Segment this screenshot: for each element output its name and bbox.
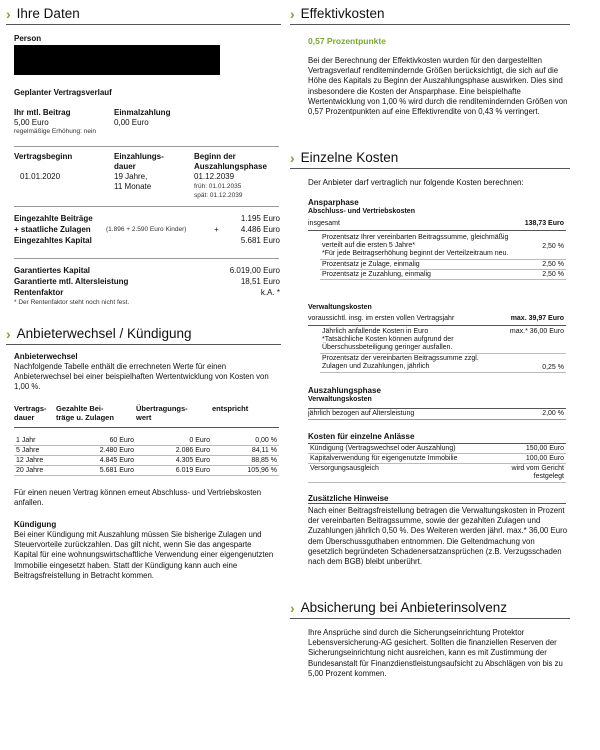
section-title: Absicherung bei Anbieterinsolvenz (300, 600, 508, 615)
total-label: voraussichtl. insg. im ersten vollen Vertragsjahr (308, 315, 455, 322)
table-cell: 4.305 Euro (136, 456, 212, 466)
table-cell: 0,25 % (500, 354, 566, 373)
table-cell: 4.845 Euro (56, 456, 136, 466)
kuendigung-text: Bei einer Kündigung mit Auszahlung müssen Sie bisherige Zulagen und Steuervorteile zurückzahlen. Das gilt nicht, wenn Sie das angesparte Kapital für eine wohnungswirtschaftliche Verwendung einer eigengenutzten Immobilie eingesetzt haben. Statt der Kündigung kann auch eine Beitragsfreistellung in Betracht kommen. (14, 530, 274, 580)
kapital-value: 5.681 Euro (240, 236, 280, 245)
vertragsbeginn-value: 01.01.2020 (20, 172, 61, 181)
einmalzahlung-value: 0,00 Euro (114, 118, 149, 127)
verwaltung-title: Verwaltungskosten (308, 304, 372, 311)
table-cell: 0 Euro (136, 436, 212, 446)
table-cell: Kündigung (Vertragswechsel oder Auszahlung) (308, 444, 506, 454)
table-row (320, 354, 566, 373)
table-cell: Prozentsatz Ihrer vereinbarten Beitragssumme, gleichmäßig verteilt auf die ersten 5 Jahre* *Für jede Beitragserhöhung beginnt der Verteilzeitraum neu. (320, 233, 520, 260)
table-cell: 5.681 Euro (56, 466, 136, 476)
eingezahlte-beitraege-value: 1.195 Euro (240, 214, 280, 223)
table-cell: 88,85 % (212, 456, 279, 466)
table-row (14, 446, 279, 456)
table-cell: 12 Jahre (14, 456, 56, 466)
table-cell: 1 Jahr (14, 436, 56, 446)
col-header: Gezahlte Bei- träge u. Zulagen (56, 404, 114, 422)
table-cell: wird vom Gericht festgelegt (506, 464, 566, 483)
kapital-label: Eingezahltes Kapital (14, 236, 92, 245)
vertragsverlauf-label: Geplanter Vertragsverlauf (14, 88, 112, 97)
table-cell: 20 Jahre (14, 466, 56, 476)
table-cell: 2,50 % (520, 270, 566, 280)
wechsel-table-header (14, 404, 279, 428)
auszahlung-sub: Verwaltungskosten (308, 396, 372, 403)
einzelne-kosten-intro: Der Anbieter darf vertraglich nur folgende Kosten berechnen: (308, 178, 524, 187)
beitrag-label: Ihr mtl. Beitrag (14, 108, 71, 117)
section-title: Einzelne Kosten (300, 150, 399, 165)
col-header: Vertrags- dauer (14, 404, 47, 422)
chevron-right-icon: › (6, 5, 11, 22)
table-cell: Prozentsatz je Zuzahlung, einmalig (320, 270, 520, 280)
vertragsbeginn-label: Vertragsbeginn (14, 152, 73, 161)
anbieterwechsel-sub: Anbieterwechsel (14, 352, 78, 361)
table-row (320, 270, 566, 280)
table-row (14, 466, 279, 476)
auszahlung-title: Auszahlungsphase (308, 386, 381, 395)
rentenfaktor-label: Rentenfaktor (14, 288, 64, 297)
garantiertes-kapital-label: Garantiertes Kapital (14, 266, 91, 275)
verwaltung-total-row (308, 315, 566, 326)
table-cell: 6.019 Euro (136, 466, 212, 476)
spaet-date: spät: 01.12.2039 (194, 192, 243, 199)
beitrag-value: 5,00 Euro (14, 118, 49, 127)
rentenfaktor-value: k.A. * (260, 288, 280, 297)
einzelne-kosten-header (290, 150, 570, 169)
zulagen-detail: (1.896 + 2.590 Euro Kinder) (106, 226, 187, 233)
table-row (14, 436, 279, 446)
abschluss-table (320, 233, 566, 280)
table-cell: 100,00 Euro (506, 454, 566, 464)
chevron-right-icon: › (6, 325, 11, 342)
rentenfaktor-note: * Der Rentenfaktor steht noch nicht fest. (14, 299, 130, 306)
einzahlungsdauer-label: Einzahlungs- dauer (114, 152, 164, 171)
table-row (320, 260, 566, 270)
zulagen-value: 4.486 Euro (240, 225, 280, 234)
insolvenz-header (290, 600, 570, 619)
redacted-person-block (14, 45, 220, 75)
total-value: max. 39,97 Euro (510, 315, 564, 322)
table-cell: 2.480 Euro (56, 446, 136, 456)
table-row (308, 464, 566, 483)
ansparphase-title: Ansparphase (308, 198, 359, 207)
effektivkosten-value: 0,57 Prozentpunkte (308, 36, 386, 46)
altersleistung-value: 18,51 Euro (240, 277, 280, 286)
anlaesse-title: Kosten für einzelne Anlässe (308, 432, 415, 441)
ihre-daten-header (6, 6, 281, 25)
einzahlungsdauer-value: 19 Jahre, 11 Monate (114, 172, 152, 191)
auszahlungsphase-value: 01.12.2039 (194, 172, 235, 181)
section-title: Ihre Daten (16, 6, 80, 21)
chevron-right-icon: › (290, 149, 295, 166)
divider (14, 206, 279, 207)
einmalzahlung-label: Einmalzahlung (114, 108, 171, 117)
hinweise-text: Nach einer Beitragsfreistellung betragen die Verwaltungskosten in Prozent der vereinbarten Beitragssumme, sowie der gezahlten Zulagen und Zuzahlungen jährlich 0,50 %. Des Weiteren werden jährl. max.* 36,00 Euro dem Überschussguthaben entnommen. Die Geltendmachung von gesetzlich begründeten Schadenersatzansprüchen (z.B. Verzugsschaden nach dem BGB) bleibt unberührt. (308, 506, 568, 567)
table-cell: Kapitalverwendung für eigengenutzte Immobilie (308, 454, 506, 464)
row-value: 2,00 % (542, 410, 564, 417)
row-label: jährlich bezogen auf Altersleistung (308, 410, 415, 417)
total-label: insgesamt (308, 220, 340, 227)
effektivkosten-text: Bei der Berechnung der Effektivkosten wurden für den dargestellten Vertragsverlauf renditemindernde Größen berücksichtigt, die sich auf die Höhe des Kapitals zu Beginn der Auszahlungsphase auswirken. Dies sind insbesondere die Kosten der Ansparphase. Eine beispielhafte Wertentwicklung von 1,00 % wird durch die renditemindernden Größen von 0,57 Prozentpunkten auf eine Effektivrendite von 0,43 % verringert. (308, 56, 568, 117)
table-cell: 2.086 Euro (136, 446, 212, 456)
insolvenz-text: Ihre Ansprüche sind durch die Sicherungseinrichtung Protektor Lebensversicherung-AG gesichert. Sollten die finanziellen Reserven der Sicherungseinrichtung nicht ausreichen, kann es mit Zustimmung der Bundesanstalt für Finanzdienstleistungsaufsicht zu Abschlägen von bis zu 5,00 Prozent kommen. (308, 628, 563, 678)
section-title: Anbieterwechsel / Kündigung (16, 326, 192, 341)
col-header: entspricht (212, 404, 249, 413)
table-row (320, 233, 566, 260)
table-cell: max.* 36,00 Euro (500, 327, 566, 354)
col-header: Übertragungs- wert (136, 404, 188, 422)
wechsel-table (14, 404, 279, 476)
erhoehung-note: regelmäßige Erhöhung: nein (14, 128, 97, 135)
table-cell: Prozentsatz je Zulage, einmalig (320, 260, 520, 270)
table-cell: 0,00 % (212, 436, 279, 446)
table-cell: Versorgungsausgleich (308, 464, 506, 483)
table-row (14, 456, 279, 466)
person-label: Person (14, 34, 42, 43)
garantiertes-kapital-value: 6.019,00 Euro (229, 266, 280, 275)
verwaltung-table (320, 327, 566, 373)
table-cell: 5 Jahre (14, 446, 56, 456)
table-cell: Jährlich anfallende Kosten in Euro *Tatsächliche Kosten können aufgrund der Überschussbeteiligung geringer ausfallen. (320, 327, 500, 354)
plus-sign: + (214, 225, 219, 234)
frueh-date: früh: 01.01.2035 (194, 183, 242, 190)
after-table-text: Für einen neuen Vertrag können erneut Abschluss- und Vertriebskosten anfallen. (14, 488, 262, 508)
anbieterwechsel-intro: Nachfolgende Tabelle enthält die errechneten Werte für einen Anbieterwechsel bei einer beispielhaften Wertentwicklung von Kosten von 1,00 %. (14, 362, 269, 392)
table-row (308, 454, 566, 464)
anbieterwechsel-header (6, 326, 281, 345)
altersleistung-label: Garantierte mtl. Altersleistung (14, 277, 129, 286)
zulagen-label: + staatliche Zulagen (14, 225, 91, 234)
table-row (308, 444, 566, 454)
auszahlung-row (308, 408, 566, 420)
divider (14, 258, 279, 259)
table-cell: 60 Euro (56, 436, 136, 446)
hinweise-title: Zusätzliche Hinweise (308, 494, 566, 504)
effektivkosten-header (290, 6, 570, 25)
eingezahlte-beitraege-label: Eingezahlte Beiträge (14, 214, 93, 223)
chevron-right-icon: › (290, 599, 295, 616)
table-cell: 84,11 % (212, 446, 279, 456)
auszahlungsphase-label: Beginn der Auszahlungsphase (194, 152, 267, 171)
kuendigung-title: Kündigung (14, 520, 57, 529)
table-cell: 2,50 % (520, 260, 566, 270)
anlaesse-table (308, 443, 566, 483)
abschluss-title: Abschluss- und Vertriebskosten (308, 208, 415, 215)
table-row (320, 327, 566, 354)
abschluss-total-row (308, 220, 566, 231)
table-cell: 105,96 % (212, 466, 279, 476)
table-cell: 2,50 % (520, 233, 566, 260)
divider (14, 146, 279, 147)
section-title: Effektivkosten (300, 6, 385, 21)
total-value: 138,73 Euro (524, 220, 564, 227)
table-cell: Prozentsatz der vereinbarten Beitragssumme zzgl. Zulagen und Zuzahlungen, jährlich (320, 354, 500, 373)
chevron-right-icon: › (290, 5, 295, 22)
wechsel-table-body (14, 436, 279, 476)
table-cell: 150,00 Euro (506, 444, 566, 454)
